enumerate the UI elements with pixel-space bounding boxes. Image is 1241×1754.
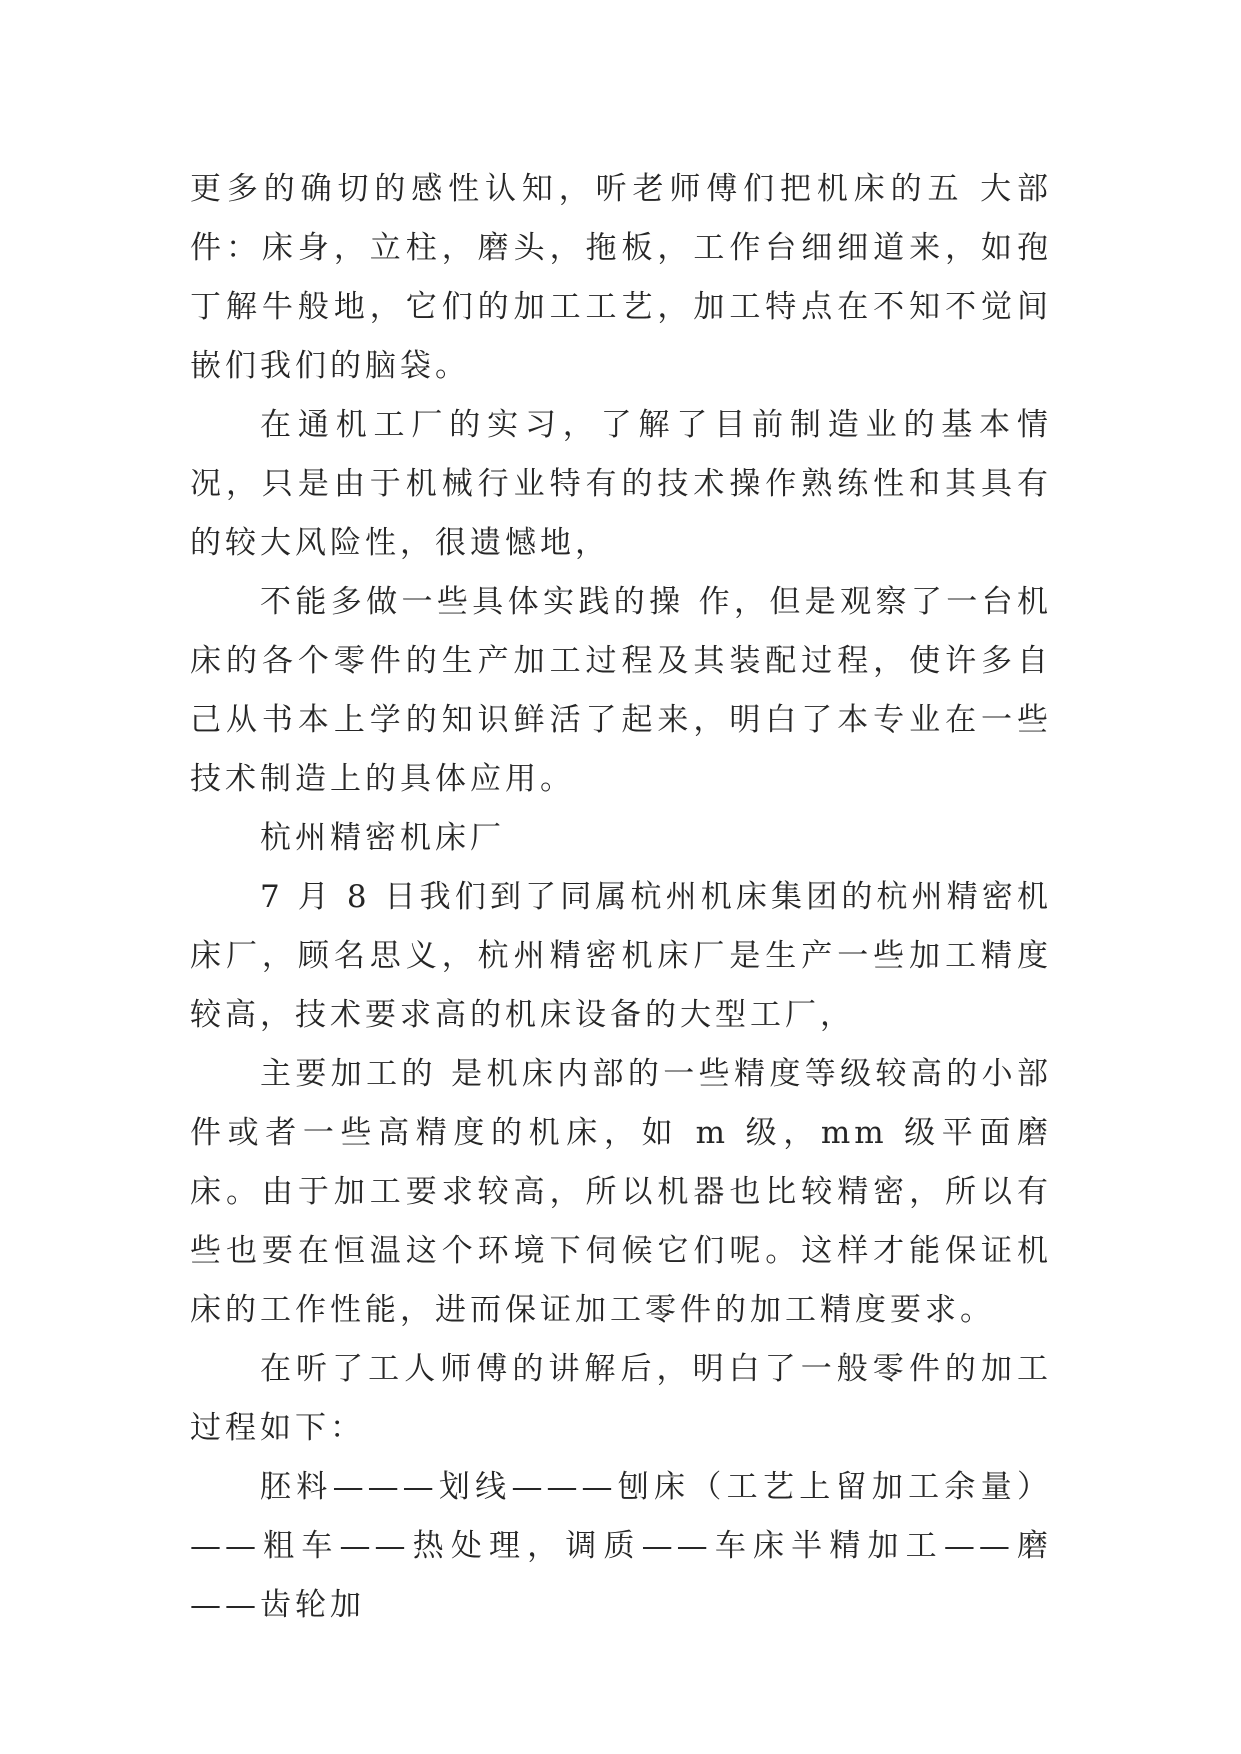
paragraph-5: 7 月 8 日我们到了同属杭州机床集团的杭州精密机床厂，顾名思义，杭州精密机床厂是生产一些加工精度较高，技术要求高的机床设备的大型工厂， <box>190 879 1052 1033</box>
section-heading: 杭州精密机床厂 <box>260 820 505 856</box>
paragraph-2: 在通机工厂的实习，了解了目前制造业的基本情况，只是由于机械行业特有的技术操作熟练性和其具有的较大风险性，很遗憾地， <box>190 407 1052 561</box>
paragraph-7: 在听了工人师傅的讲解后，明白了一般零件的加工过程如下： <box>190 1351 1052 1446</box>
paragraph-3: 不能多做一些具体实践的操 作，但是观察了一台机床的各个零件的生产加工过程及其装配过程，使许多自己从书本上学的知识鲜活了起来，明白了本专业在一些技术制造上的具体应用。 <box>190 584 1052 797</box>
paragraph-6: 主要加工的 是机床内部的一些精度等级较高的小部件或者一些高精度的机床，如 m 级，mm 级平面磨床。由于加工要求较高，所以机器也比较精密，所以有些也要在恒温这个环境下伺候它们呢。这样才能保证机床的工作性能，进而保证加工零件的加工精度要求。 <box>190 1056 1052 1328</box>
document-body <box>190 160 1052 1635</box>
paragraph-1: 更多的确切的感性认知，听老师傅们把机床的五 大部件：床身，立柱，磨头，拖板，工作台细细道来，如孢丁解牛般地，它们的加工工艺，加工特点在不知不觉间嵌们我们的脑袋。 <box>190 171 1052 384</box>
paragraph-8: 胚料———划线———刨床（工艺上留加工余量）——粗车——热处理，调质——车床半精加工——磨——齿轮加 <box>190 1469 1052 1623</box>
